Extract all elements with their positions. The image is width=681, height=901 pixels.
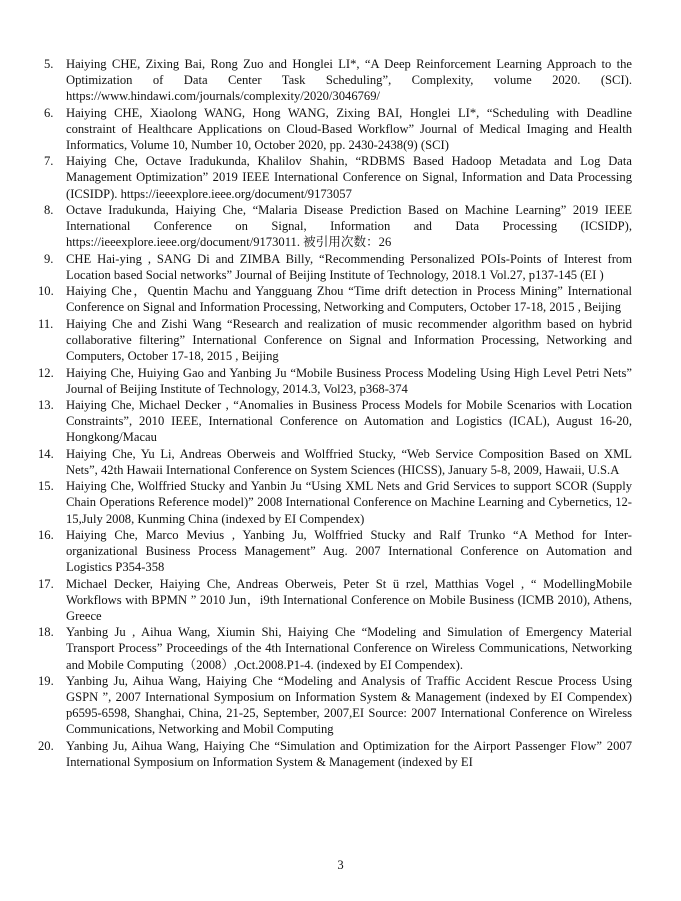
reference-item [40,202,632,250]
reference-number: 8. [44,203,54,218]
reference-item [40,624,632,672]
reference-text: Haiying CHE, Xiaolong WANG, Hong WANG, Zixing BAI, Honglei LI*, “Scheduling with Deadline constraint of Healthcare Applications on Cloud-Based Workflow” Journal of Medical Imaging and Health Informatics, Volume 10, Number 10, October 2020, pp. 2430-2438(9) (SCI) [66,105,632,152]
reference-item [40,365,632,397]
reference-item [40,446,632,478]
reference-item [40,527,632,575]
reference-text: Octave Iradukunda, Haiying Che, “Malaria Disease Prediction Based on Machine Learning” 2019 IEEE International Conference on Signal, Information and Data Processing (ICSIDP), https://ieeexplore.ieee.org/document/9173011. 被引用次数：26 [66,203,632,250]
reference-text: Haiying Che, Michael Decker , “Anomalies in Business Process Models for Mobile Scenarios with Location Constraints”, 2010 IEEE, International Conference on Automation and Logistics (ICAL), August 16-20, Hongkong/Macau [66,398,632,445]
reference-text: Yanbing Ju, Aihua Wang, Haiying Che “Modeling and Analysis of Traffic Accident Rescue Process Using GSPN ”, 2007 International Symposium on Information System & Management (indexed by EI Compendex) p6595-6598, Shanghai, China, 21-25, September, 2007,EI Source: 2007 International Conference on Wireless Communications, Networking and Mobil Computing [66,674,632,737]
reference-number: 17. [38,576,54,591]
reference-number: 6. [44,105,54,120]
reference-number: 13. [38,398,54,413]
reference-item [40,478,632,526]
reference-number: 12. [38,365,54,380]
reference-number: 14. [38,446,54,461]
page-number: 3 [337,858,344,872]
reference-text: Yanbing Ju, Aihua Wang, Haiying Che “Simulation and Optimization for the Airport Passenger Flow” 2007 International Symposium on Information System & Management (indexed by EI [66,738,632,769]
reference-number: 19. [38,674,54,689]
reference-text: Yanbing Ju , Aihua Wang, Xiumin Shi, Haiying Che “Modeling and Simulation of Emergency Material Transport Process” Proceedings of the 4th International Conference on Wireless Communications, Networking and Mobile Computing（2008）,Oct.2008.P1-4. (indexed by EI Compendex). [66,625,632,672]
reference-item [40,316,632,364]
reference-text: Haiying Che, Yu Li, Andreas Oberweis and Wolffried Stucky, “Web Service Composition Based on XML Nets”, 42th Hawaii International Conference on System Sciences (HICSS), January 5-8, 2009, Hawaii, U.S.A [66,446,632,477]
reference-text: Haiying Che, Marco Mevius , Yanbing Ju, Wolffried Stucky and Ralf Trunko “A Method for Inter-organizational Business Process Management” Aug. 2007 International Conference on Automation and Logistics P354-358 [66,528,632,575]
reference-number: 15. [38,479,54,494]
reference-item [40,153,632,201]
reference-number: 10. [38,284,54,299]
reference-number: 11. [38,316,54,331]
reference-item [40,576,632,624]
reference-text: Haiying Che, Wolffried Stucky and Yanbin Ju “Using XML Nets and Grid Services to support SCOR (Supply Chain Operations Reference model)” 2008 International Conference on Machine Learning and Cybernetics, 12-15,July 2008, Kunming China (indexed by EI Compendex) [66,479,632,526]
reference-number: 9. [44,251,54,266]
reference-number: 7. [44,154,54,169]
reference-text: Haiying Che，Quentin Machu and Yangguang Zhou “Time drift detection in Process Mining” International Conference on Signal and Information Processing, Networking and Computers, October 17-18, 2015 , Beijing [66,284,632,315]
reference-number: 20. [38,738,54,753]
reference-text: Haiying CHE, Zixing Bai, Rong Zuo and Honglei LI*, “A Deep Reinforcement Learning Approach to the Optimization of Data Center Task Scheduling”, Complexity, volume 2020. (SCI). https://www.hindawi.com/journals/complexity/2020/3046769/ [66,57,632,104]
reference-number: 16. [38,528,54,543]
reference-item [40,283,632,315]
reference-item [40,56,632,104]
reference-text: CHE Hai-ying , SANG Di and ZIMBA Billy, “Recommending Personalized POIs-Points of Interest from Location based Social networks” Journal of Beijing Institute of Technology, 2018.1 Vol.27, p137-145 (EI ) [66,251,632,282]
reference-text: Haiying Che and Zishi Wang “Research and realization of music recommender algorithm based on hybrid collaborative filtering” International Conference on Signal and Information Processing, Networking and Computers, October 17-18, 2015 , Beijing [66,316,632,364]
reference-list [40,56,632,770]
reference-text: Haiying Che, Huiying Gao and Yanbing Ju “Mobile Business Process Modeling Using High Level Petri Nets” Journal of Beijing Institute of Technology, 2014.3, Vol23, p368-374 [66,365,632,396]
reference-item [40,251,632,283]
reference-item [40,105,632,153]
reference-text: Haiying Che, Octave Iradukunda, Khalilov Shahin, “RDBMS Based Hadoop Metadata and Log Data Management Optimization” 2019 IEEE International Conference on Signal, Information and Data Processing (ICSIDP). https://ieeexplore.ieee.org/document/9173057 [66,154,632,201]
reference-text: Michael Decker, Haiying Che, Andreas Oberweis, Peter St ü rzel, Matthias Vogel , “ ModellingMobile Workflows with BPMN ” 2010 Jun，i9th International Conference on Mobile Business (ICMB 2010), Athens, Greece [66,576,632,623]
reference-item [40,738,632,770]
reference-item [40,673,632,737]
reference-number: 5. [44,57,54,71]
reference-item [40,397,632,445]
reference-number: 18. [38,625,54,640]
